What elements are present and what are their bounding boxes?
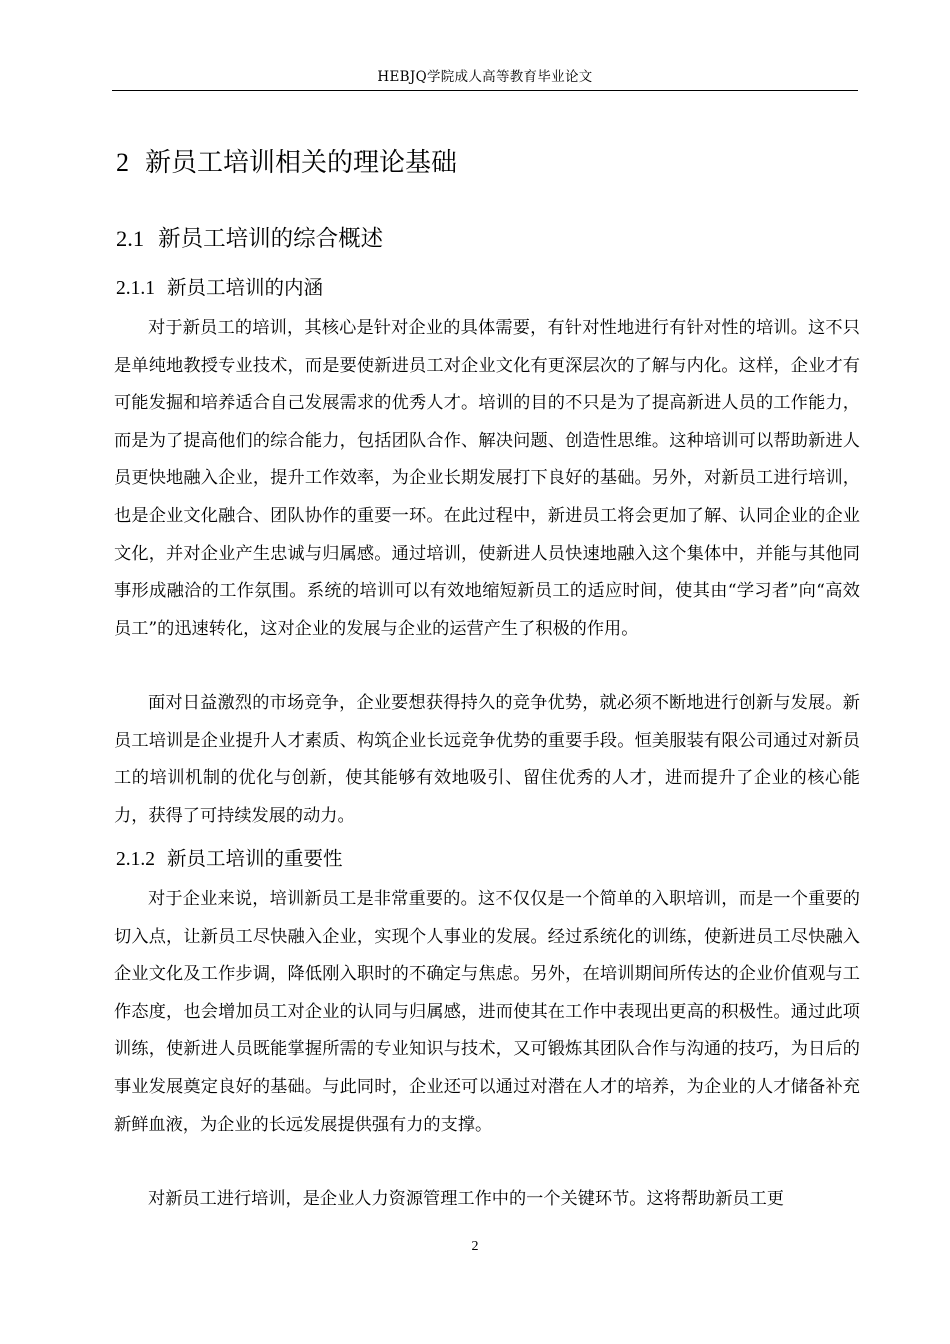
- subsection-title: [116, 272, 323, 305]
- body-paragraph: 面对日益激烈的市场竞争，企业要想获得持久的竞争优势，就必须不断地进行创新与发展。新员工培训是企业提升人才素质、构筑企业长远竞争优势的重要手段。恒美服装有限公司通过对新员工的培训机制的优化与创新，使其能够有效地吸引、留住优秀的人才，进而提升了企业的核心能力，获得了可持续发展的动力。: [114, 693, 860, 826]
- subsection-title: [116, 843, 343, 876]
- chapter-title-text: 新员工培训相关的理论基础: [145, 148, 458, 178]
- subsection-title-text: 新员工培训的重要性: [167, 847, 343, 870]
- subsection-number: 2.1.2: [116, 849, 155, 870]
- section-title: [116, 221, 383, 257]
- chapter-title: [116, 142, 457, 184]
- page-number: 2: [471, 1239, 479, 1254]
- section-title-text: 新员工培训的综合概述: [158, 226, 384, 252]
- section-number: 2.1: [116, 226, 145, 251]
- body-paragraph: 对于新员工的培训，其核心是针对企业的具体需要，有针对性地进行有针对性的培训。这不只是单纯地教授专业技术，而是要使新进员工对企业文化有更深层次的了解与内化。这样，企业才有可能发掘和培养适合自己发展需求的优秀人才。培训的目的不只是为了提高新进人员的工作能力，而是为了提高他们的综合能力，包括团队合作、解决问题、创造性思维。这种培训可以帮助新进人员更快地融入企业，提升工作效率，为企业长期发展打下良好的基础。另外，对新员工进行培训，也是企业文化融合、团队协作的重要一环。在此过程中，新进员工将会更加了解、认同企业的企业文化，并对企业产生忠诚与归属感。通过培训，使新进人员快速地融入这个集体中，并能与其他同事形成融洽的工作氛围。系统的培训可以有效地缩短新员工的适应时间，使其由“学习者”向“高效员工”的迅速转化，这对企业的发展与企业的运营产生了积极的作用。: [114, 318, 860, 639]
- subsection-number: 2.1.1: [116, 278, 155, 299]
- page-header: HEBJQ学院成人高等教育毕业论文: [112, 64, 858, 91]
- body-paragraph: 对新员工进行培训，是企业人力资源管理工作中的一个关键环节。这将帮助新员工更: [148, 1189, 784, 1209]
- body-paragraph: 对于企业来说，培训新员工是非常重要的。这不仅仅是一个简单的入职培训，而是一个重要的切入点，让新员工尽快融入企业，实现个人事业的发展。经过系统化的训练，使新进员工尽快融入企业文化及工作步调，降低刚入职时的不确定与焦虑。另外，在培训期间所传达的企业价值观与工作态度，也会增加员工对企业的认同与归属感，进而使其在工作中表现出更高的积极性。通过此项训练，使新进人员既能掌握所需的专业知识与技术，又可锻炼其团队合作与沟通的技巧，为日后的事业发展奠定良好的基础。与此同时，企业还可以通过对潜在人才的培养，为企业的人才储备补充新鲜血液，为企业的长远发展提供强有力的支撑。: [114, 889, 860, 1135]
- chapter-number: 2: [116, 148, 129, 177]
- subsection-title-text: 新员工培训的内涵: [167, 276, 324, 299]
